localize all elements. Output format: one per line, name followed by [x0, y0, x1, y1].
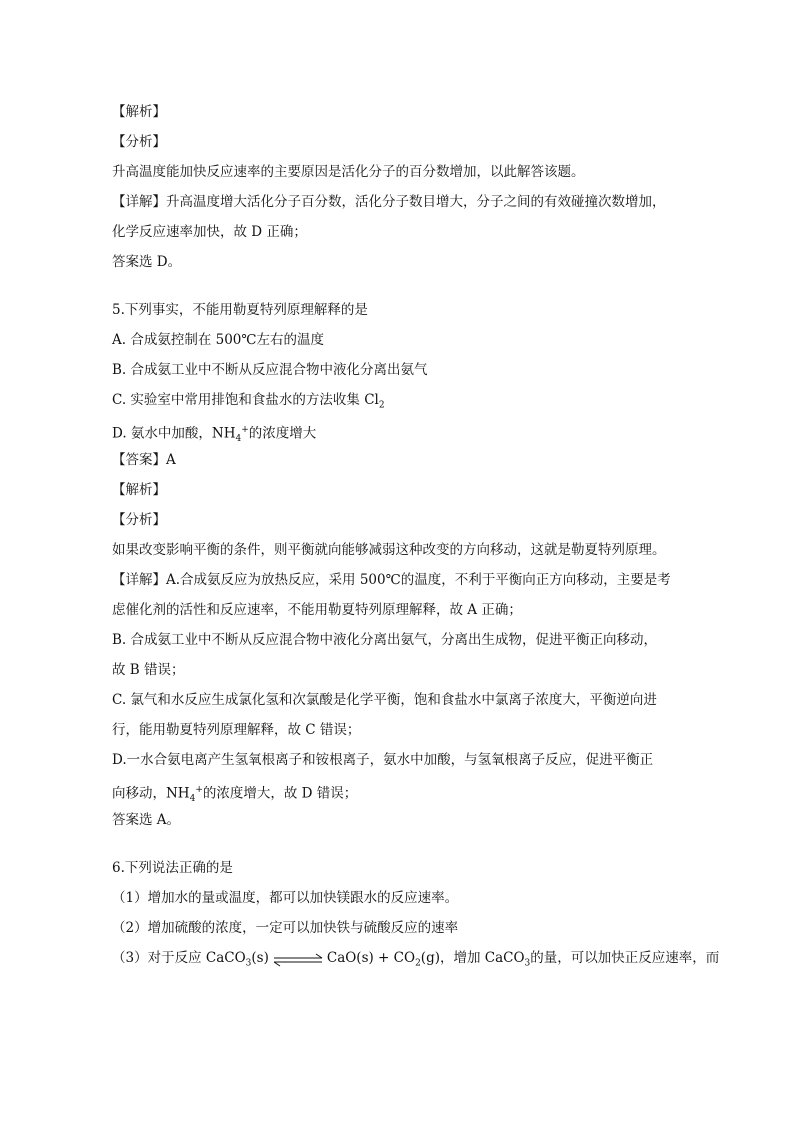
q6-item-3-mid: CaO(s) + CO	[326, 950, 416, 966]
equilibrium-arrow-icon	[272, 952, 324, 966]
q5-detail-d-subscript: 4	[189, 794, 196, 805]
q4-answer-line: 答案选 D。	[112, 254, 182, 270]
q5-option-d-post: 的浓度增大	[248, 425, 317, 442]
q6-stem: 6.下列说法正确的是	[112, 860, 233, 876]
q5-detail-d-line-2	[112, 779, 687, 809]
spacer	[112, 281, 687, 299]
q5-option-d-subscript: 4	[235, 434, 242, 445]
page-content	[112, 101, 720, 977]
q5-detail-d-superscript: +	[195, 785, 203, 795]
q5-detail-a-line-1: 【详解】A.合成氨反应为放热反应，采用 500℃的温度，不利于平衡向正方向移动，主要是考	[112, 572, 671, 588]
q5-answer-line: 答案选 A。	[112, 812, 181, 828]
q5-fenxi-heading: 【分析】	[112, 512, 166, 528]
q5-option-c-subscript: 2	[378, 400, 385, 411]
q5-detail-d-line-1: D.一水合氨电离产生氢氧根离子和铵根离子，氨水中加酸，与氢氧根离子反应，促进平衡正	[112, 752, 654, 768]
q5-detail-b-line-2: 故 B 错误；	[112, 662, 185, 678]
q6-item-1: （1）增加水的量或温度，都可以加快镁跟水的反应速率。	[112, 890, 459, 906]
q5-option-c	[112, 389, 687, 419]
q5-detail-d-post: 的浓度增大，故 D 错误；	[202, 785, 358, 802]
q5-jiexi-heading: 【解析】	[112, 482, 166, 498]
q5-option-d-pre: D. 氨水中加酸，NH	[112, 425, 236, 442]
q6-item-3-subscript-2: 2	[415, 958, 421, 969]
q5-option-c-text: C. 实验室中常用排饱和食盐水的方法收集 Cl	[112, 392, 379, 408]
q4-fenxi-heading: 【分析】	[112, 134, 166, 150]
q4-fenxi-text: 升高温度能加快反应速率的主要原因是活化分子的百分数增加，以此解答该题。	[112, 164, 585, 180]
q6-item-2: （2）增加硫酸的浓度，一定可以加快铁与硫酸反应的速率	[112, 920, 459, 936]
q5-option-d-superscript: +	[241, 425, 249, 435]
q6-item-3-subscript-1: 3	[245, 958, 252, 969]
q6-item-3	[112, 947, 720, 977]
q5-option-b: B. 合成氨工业中不断从反应混合物中液化分离出氨气	[112, 362, 428, 378]
q6-item-3-state-2: (g)，增加 CaCO	[420, 950, 525, 966]
q5-detail-c-line-1: C. 氯气和水反应生成氯化氢和次氯酸是化学平衡，饱和食盐水中氯离子浓度大，平衡逆向进	[112, 692, 657, 708]
spacer	[112, 839, 687, 857]
q5-answer: 【答案】A	[112, 452, 176, 468]
q5-option-d	[112, 419, 687, 449]
q5-detail-d-pre: 向移动，NH	[112, 785, 190, 802]
q5-detail-b-line-1: B. 合成氨工业中不断从反应混合物中液化分离出氨气，分离出生成物，促进平衡正向移动，	[112, 632, 658, 648]
q5-stem: 5.下列事实，不能用勒夏特列原理解释的是	[112, 302, 368, 318]
q6-item-3-post: 的量，可以加快正反应速率，而	[530, 950, 720, 966]
q5-fenxi-text: 如果改变影响平衡的条件，则平衡就向能够减弱这种改变的方向移动，这就是勒夏特列原理。	[112, 542, 666, 558]
q6-item-3-state-1: (s)	[251, 950, 269, 966]
q4-jiexi-heading: 【解析】	[112, 104, 166, 120]
q4-detail-line-2: 化学反应速率加快，故 D 正确；	[112, 224, 307, 240]
q5-option-a: A. 合成氨控制在 500℃左右的温度	[112, 332, 324, 348]
q5-detail-a-line-2: 虑催化剂的活性和反应速率，不能用勒夏特列原理解释，故 A 正确；	[112, 602, 522, 618]
q6-item-3-pre: （3）对于反应 CaCO	[112, 950, 246, 966]
q4-detail-line-1: 【详解】升高温度增大活化分子百分数，活化分子数目增大，分子之间的有效碰撞次数增加，	[112, 194, 666, 210]
q5-detail-c-line-2: 行，能用勒夏特列原理解释，故 C 错误；	[112, 722, 361, 738]
q6-item-3-subscript-3: 3	[524, 958, 531, 969]
